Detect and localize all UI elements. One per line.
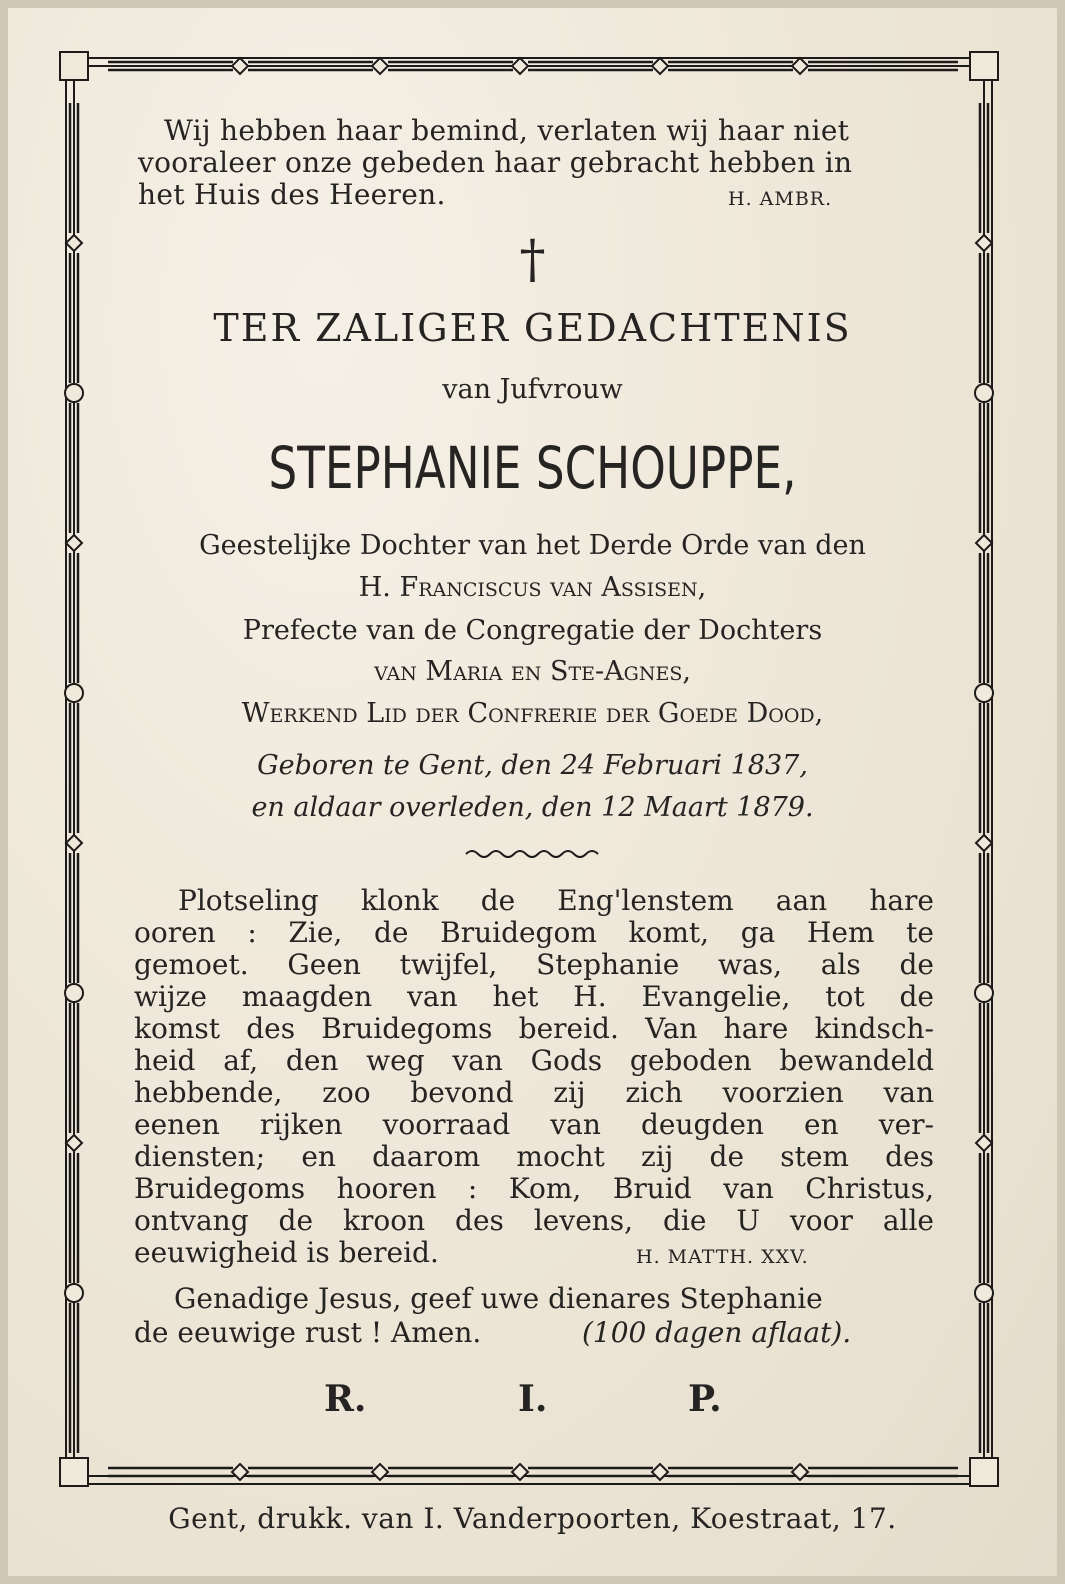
- meditation-line-5: komst des Bruidegoms bereid. Van hare kindsch-: [134, 1012, 934, 1045]
- prayer-line-1: Genadige Jesus, geef uwe dienares Stephanie: [174, 1282, 823, 1315]
- cross-icon: †: [519, 230, 546, 290]
- meditation-line-8: eenen rijken voorraad van deugden en ver-: [134, 1108, 934, 1141]
- death-line: en aldaar overleden, den 12 Maart 1879.: [251, 792, 814, 823]
- memorial-heading: TER ZALIGER GEDACHTENIS: [213, 306, 852, 350]
- rip-r: R.: [324, 1378, 367, 1420]
- title-line-3: Prefecte van de Congregatie der Dochters: [242, 615, 823, 646]
- prayer-line-2: de eeuwige rust ! Amen.: [134, 1316, 482, 1349]
- memorial-card: [8, 8, 1057, 1576]
- indulgence-note: (100 dagen aflaat).: [582, 1316, 852, 1349]
- title-line-2: H. Franciscus van Assisen,: [358, 572, 707, 603]
- meditation-line-1: Plotseling klonk de Eng'lenstem aan hare: [178, 884, 934, 917]
- title-line-1: Geestelijke Dochter van het Derde Orde van den: [199, 530, 866, 561]
- rip-i: I.: [518, 1378, 548, 1420]
- meditation-source: H. MATTH. XXV.: [636, 1246, 809, 1268]
- rip-p: P.: [688, 1378, 722, 1420]
- meditation-line-11: ontvang de kroon des levens, die U voor alle: [134, 1204, 934, 1237]
- meditation-line-6: heid af, den weg van Gods geboden bewandeld: [134, 1044, 934, 1077]
- meditation-last-line: eeuwigheid is bereid.: [134, 1236, 439, 1269]
- meditation-line-7: hebbende, zoo bevond zij zich voorzien van: [134, 1076, 934, 1109]
- epigraph-line-1: Wij hebben haar bemind, verlaten wij haar niet: [164, 114, 850, 147]
- subheading: van Jufvrouw: [442, 374, 623, 405]
- meditation-line-4: wijze maagden van het H. Evangelie, tot de: [134, 980, 934, 1013]
- printer-imprint: Gent, drukk. van I. Vanderpoorten, Koestraat, 17.: [168, 1502, 897, 1535]
- epigraph-line-2: vooraleer onze gebeden haar gebracht hebben in: [138, 146, 853, 179]
- meditation-line-3: gemoet. Geen twijfel, Stephanie was, als de: [134, 948, 934, 981]
- title-line-5: Werkend Lid der Confrerie der Goede Dood,: [241, 698, 824, 729]
- birth-line: Geboren te Gent, den 24 Februari 1837,: [257, 750, 808, 781]
- title-line-4: van Maria en Ste-Agnes,: [374, 656, 691, 687]
- epigraph-line-3: het Huis des Heeren.: [138, 178, 446, 211]
- meditation-line-9: diensten; en daarom mocht zij de stem des: [134, 1140, 934, 1173]
- wave-divider: [466, 851, 598, 857]
- deceased-name: STEPHANIE SCHOUPPE,: [268, 434, 797, 502]
- meditation-line-2: ooren : Zie, de Bruidegom komt, ga Hem te: [134, 916, 934, 949]
- meditation-line-10: Bruidegoms hooren : Kom, Bruid van Christus,: [134, 1172, 934, 1205]
- epigraph-source: H. AMBR.: [728, 188, 833, 210]
